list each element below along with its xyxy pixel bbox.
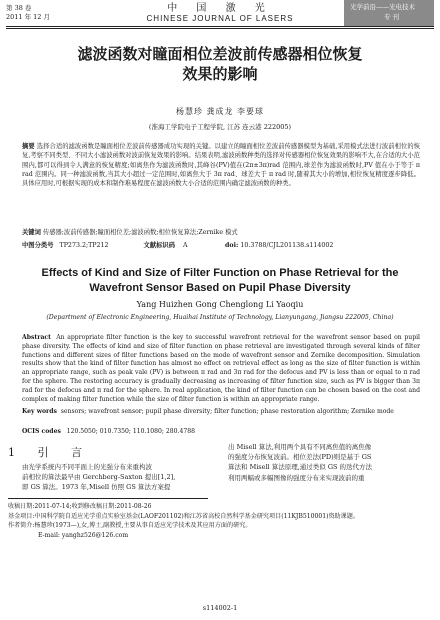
journal-header [0,0,440,26]
classification-row [22,240,422,249]
intro-left-column [22,462,217,493]
abstract-cn-text: 选择合适的滤波函数是瞳面相位差波前传感器成功实现的关键。以建立的瞳面相位差波前传感器模型为基础,采用模式法进行波前相位的恢复,考察不同类型、不同大小滤波函数对波前恢复效果的影响。结果表明,滤波函数种类的选择对传感器相位恢复效果的影响不大,在合适的大小范围内,都可以得到令人满意的恢复精度;如离焦作为滤波函数时,其峰谷(PV)值在(2π±3π)rad 范围内,球差作为滤波函数时,PV 值在小于等于 π rad 范围内。同一种滤波函数,当其大小超过一定范围时,如离焦大于 3π rad、球差大于 π rad 时,随着其大小的增加,相位恢复精度逐步降低。具体应用时,可根据实现的成本和制作难易程度在滤波函数大小合适的范围内确定滤波函数的种类。 [22,143,420,188]
title-en-line: Effects of Kind and Size of Filter Function on Phase Retrieval for the [41,267,399,279]
keywords-en [22,408,420,417]
volume: 第 38 卷 [6,4,32,12]
section-number: 1 [8,446,15,459]
doc-code-value: A [183,242,188,249]
ocis-value: 120.5050; 010.7350; 110.1080; 280.4788 [66,428,195,435]
keywords-cn-label: 关键词 [22,229,41,236]
doc-code-label: 文献标识码 [143,242,175,249]
footnote-author: 作者简介:杨慧珍(1973—),女,博士,副教授,主要从事自适应光学技术及其应用方面的研究。 [8,522,252,529]
intro-line: 即 GS 算法。1973 年,Misell 仿照 GS 算法方案提 [22,483,171,492]
footnotes [8,502,432,540]
keywords-en-label: Key words [22,408,57,415]
footnote-received: 收稿日期:2011-07-14;收到修改稿日期:2011-08-26 [8,503,152,510]
paper-title-en [0,266,440,296]
column-name: 光学前沿——光电技术 [350,3,415,11]
ocis-label: OCIS codes [22,428,61,435]
title-en-line: Wavefront Sensor Based on Pupil Phase Diversity [89,282,351,294]
header-rule-2 [6,28,434,29]
abstract-en-label: Abstract [22,334,51,341]
section-heading [8,444,82,460]
title-cn-line: 效果的影响 [182,65,258,83]
abstract-en [22,334,420,404]
abstract-cn-label: 摘要 [22,143,35,150]
journal-name-cn: 中 国 激 光 [167,3,273,14]
keywords-en-text: sensors; wavefront sensor; pupil phase diversity; filter function; phase restoration algorithm; Zernike mode [60,408,394,415]
paper-title-cn [0,44,440,84]
column-subname: 专 刊 [384,13,400,21]
clc-label: 中图分类号 [22,242,54,249]
intro-line: 前相位的算法最早由 Gerchberg-Saxton 提出[1,2], [22,473,176,482]
clc-value: TP273.2;TP212 [59,242,109,249]
column-badge [344,0,434,26]
footnote-rule [8,498,208,499]
keywords-cn-text: 传感器;波前传感器;瞳面相位差;滤波函数;相位恢复算法;Zernike 模式 [42,229,238,236]
section-title-b: 言 [71,446,82,459]
intro-line: 算法和 Misell 算法原理,通过类似 GS 的迭代方法 [228,463,373,472]
journal-name-en: CHINESE JOURNAL OF LASERS [146,14,294,23]
authors-cn: 杨慧珍 龚成龙 李要球 [175,107,265,116]
intro-line: 由光学系统内不同平面上的光强分布来重构波 [22,463,152,471]
intro-right-column [228,442,432,483]
affiliation-cn: (淮海工学院电子工程学院, 江苏 连云港 222005) [148,123,292,131]
section-title-a: 引 [37,446,49,459]
abstract-en-text: An appropriate filter function is the key to successful wavefront retrieval for the wavefront sensor based on pupil phase diversity. The effects of kind and size of filter function on phase retrieval are investigated through several kinds of filter functions and different sizes of filter functions based on the mode of wavefront sensor and Zernike decomposition. Simulation results show that the kind of filter function has almost no effect on retrieval effect as long as the size of filter function is within an appropriate range, such as peak vale (PV) is between π rad and 3π rad for the defocus and PV is less than or equal to π rad for the sphere. The restoring accuracy is gradually decreasing as increasing of filter function size, such as PV is bigger than 3π rad for the defocus and π rad for the sphere. In real application, the kind of filter function can be chosen based on the cost and complex of making filter function while the size of filter function is within an appropriate range. [22,334,420,403]
title-cn-line: 滤波函数对瞳面相位差波前传感器相位恢复 [77,45,363,63]
footnote-funding: 基金项目:中国科学院自适应光学重点实验室基金(LAOF201102)和江苏省高校自然科学基金研究项目(11KJB510001)资助课题。 [8,512,359,520]
abstract-cn [22,142,420,188]
page-number: s114002-1 [202,604,238,612]
authors-en: Yang Huizhen Gong Chenglong Li Yaoqiu [136,300,304,309]
keywords-cn [22,228,420,237]
footnote-email: E-mail: yanghz526@126.com [38,531,129,539]
intro-line: 出 Misell 算法,利用两个具有不同离焦值的离焦像 [228,443,372,451]
intro-line: 利用两幅或多幅图像的强度分布来实现波前的重 [228,473,365,482]
issue-date: 2011 年 12 月 [6,13,51,21]
doi-label: doi: [225,242,239,249]
affiliation-en: (Department of Electronic Engineering, Huaihai Institute of Technology, Lianyungang, Jiangsu 222005, China) [46,314,394,321]
intro-line: 的强度分布恢复波前。相位差法(PD)则是基于 GS [228,453,372,462]
header-rule [6,26,434,27]
doi-value: 10.3788/CJL201138.s114002 [240,242,334,249]
ocis-codes [22,427,420,436]
